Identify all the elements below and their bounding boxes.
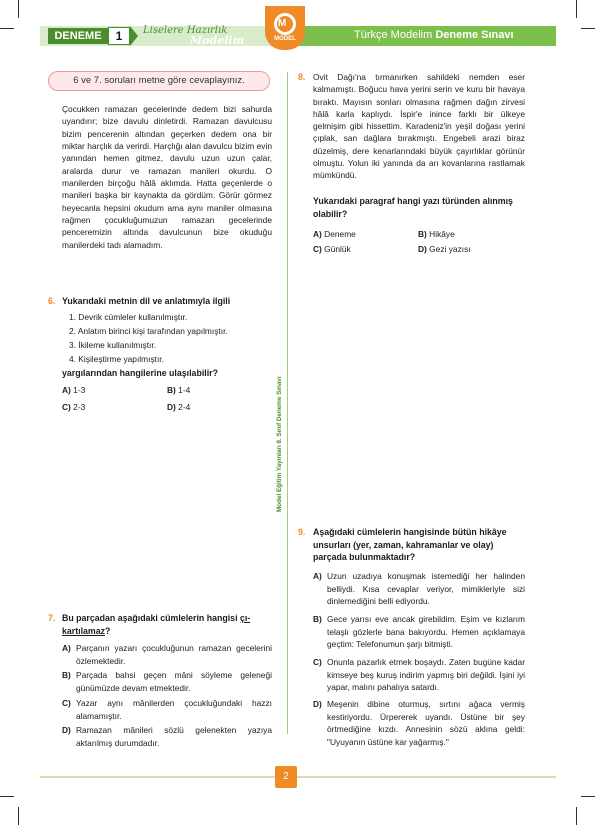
answer-option[interactable]: B) Gece yarısı eve ancak girebildim. Eşim ve kızlarım telaşlı gözlerle bana bakıyordu. Hemen açıklamaya geçtim: Telefonumun şarjı bitmişti. xyxy=(313,614,525,650)
crop-mark xyxy=(0,796,14,797)
answer-option[interactable]: C) Yazar aynı mânilerden çocukluğundaki hazzı alamamıştır. xyxy=(62,698,272,721)
answer-option[interactable]: D) Meşenin dibine oturmuş, sırtını ağaca vermiş kestiriyordu. Ürpererek uyandı. Üstüne bir şey örtmediğine kızdı. Annesinin sözü aklına geldi: "Uyuyanın üstüne kar yağarmış." xyxy=(313,699,525,747)
crop-mark xyxy=(0,28,14,29)
answer-option[interactable]: C) Onunla pazarlık etmek boşaydı. Zaten bugüne kadar kimseye beş kuruş indirim yapmış biri değildi. İşini iyi yapar, malını pahalıya satardı. xyxy=(313,657,525,693)
logo-text: MODEL xyxy=(274,36,296,42)
crop-mark xyxy=(18,0,19,18)
footer-line xyxy=(40,776,556,778)
answer-option[interactable]: A) Uzun uzadıya konuşmak istemediği her halinden belliydi. Kısa cevaplar veriyor, mimikleriyle sizi dinlemediğini belli ediyordu. xyxy=(313,571,525,607)
question-number: 7. xyxy=(48,613,56,623)
question-stem: Yukarıdaki paragraf hangi yazı türünden alınmış olabilir? xyxy=(313,196,513,219)
crop-mark xyxy=(576,0,577,18)
header-arrow-icon xyxy=(130,26,138,46)
question-stem: Bu parçadan aşağıdaki cümlelerin hangisi çı- kartılamaz? xyxy=(62,613,251,636)
reading-passage: Çocukken ramazan gecelerinde dedem bizi sahurda uyandırır; bize davulu dinletirdi. Ramazan davulcusu bizim pencerenin altından geçerken dedem ona bir miktar harçlık da verirdi. Harçlığı alan davulcu bizim evin yanından hemen gitmez, davulu uzun uzun çalar, aralarda durur ve ramazan manileri okurdu. O manilerden birçoğu hâlâ aklımda. Hatta geçenlerde o manileri başka bir kaynakta da gördüm. Görür görmez heyecanla hepsini okudum ama aynı maniler olmasına rağmen çocukluğumuzun ramazan gecelerinde penceremizin altında davulcunun bize okuduğu manilerdeki tadı alamadım. xyxy=(62,104,272,250)
side-publisher-text: Model Eğitim Yayınları 8. Sınıf Deneme Sınavı xyxy=(276,376,283,512)
statement-item: 2. Anlatım birinci kişi tarafından yapılmıştır. xyxy=(69,326,228,336)
statement-item: 1. Devrik cümleler kullanılmıştır. xyxy=(69,312,188,322)
deneme-number: 1 xyxy=(108,27,130,45)
logo-mark: M xyxy=(278,18,287,29)
question-stem: yargılarından hangilerine ulaşılabilir? xyxy=(62,368,218,378)
answer-option[interactable]: A) Parçanın yazarı çocukluğunun ramazan gecelerini özlemektedir. xyxy=(62,643,272,666)
answer-option[interactable]: B) 1-4 xyxy=(167,385,191,395)
crop-mark xyxy=(18,807,19,825)
statement-item: 3. İkileme kullanılmıştır. xyxy=(69,340,157,350)
answer-option[interactable]: C) Günlük xyxy=(313,244,351,254)
answer-option[interactable]: A) Deneme xyxy=(313,229,356,239)
page-number: 2 xyxy=(275,766,297,788)
header-script-line2: Modelim xyxy=(190,34,245,47)
statement-item: 4. Kişileştirme yapılmıştır. xyxy=(69,354,164,364)
question-stem: Yukarıdaki metnin dil ve anlatımıyla ilgili xyxy=(62,296,231,306)
header-script-line1: Liselere Hazırlık xyxy=(143,25,228,36)
deneme-label: DENEME xyxy=(48,28,108,44)
answer-option[interactable]: B) Parçada bahsi geçen mâni söyleme geleneği günümüzde devam etmektedir. xyxy=(62,670,272,693)
answer-option[interactable]: D) Ramazan mânileri sözlü gelenekten yazıya aktarılmış durumdadır. xyxy=(62,725,272,748)
crop-mark xyxy=(581,796,595,797)
answer-option[interactable]: A) 1-3 xyxy=(62,385,86,395)
question-number: 8. xyxy=(298,72,306,82)
question-number: 9. xyxy=(298,527,306,537)
answer-option[interactable]: D) Gezi yazısı xyxy=(418,244,471,254)
answer-option[interactable]: B) Hikâye xyxy=(418,229,455,239)
question-number: 6. xyxy=(48,296,56,306)
instruction-box: 6 ve 7. soruları metne göre cevaplayınız. xyxy=(48,71,270,91)
question-stem: Aşağıdaki cümlelerin hangisinde bütün hikâye unsurları (yer, zaman, kahramanlar ve olay) parçada bulunmaktadır? xyxy=(313,527,507,562)
header-title: Türkçe Modelim Deneme Sınavı xyxy=(354,29,514,41)
answer-option[interactable]: C) 2-3 xyxy=(62,402,86,412)
crop-mark xyxy=(581,28,595,29)
column-divider xyxy=(287,72,288,734)
model-logo xyxy=(265,6,305,50)
question-passage: Ovit Dağı'na tırmanırken sahildeki nemden eser kalmamıştı. Boğucu hava yerini serin ve kuru bir havaya bıraktı. Mayısın sonları olmasına rağmen dağın zirvesi hâlâ karla kaplıydı. İspir'e inince farklı bir ülkeye gelmişim gibi hissettim. Karadeniz'in yeşil doğası yerini çıplak, san dağlara bırakmıştı. Engebeli arazi biraz düzelmiş, dere kenarlarındaki büyük çayırlıklar görünür olmuştu. Yolun iki yanında da arı kovanlarına rastlamak mümkündü. xyxy=(313,72,525,181)
crop-mark xyxy=(576,807,577,825)
answer-option[interactable]: D) 2-4 xyxy=(167,402,191,412)
